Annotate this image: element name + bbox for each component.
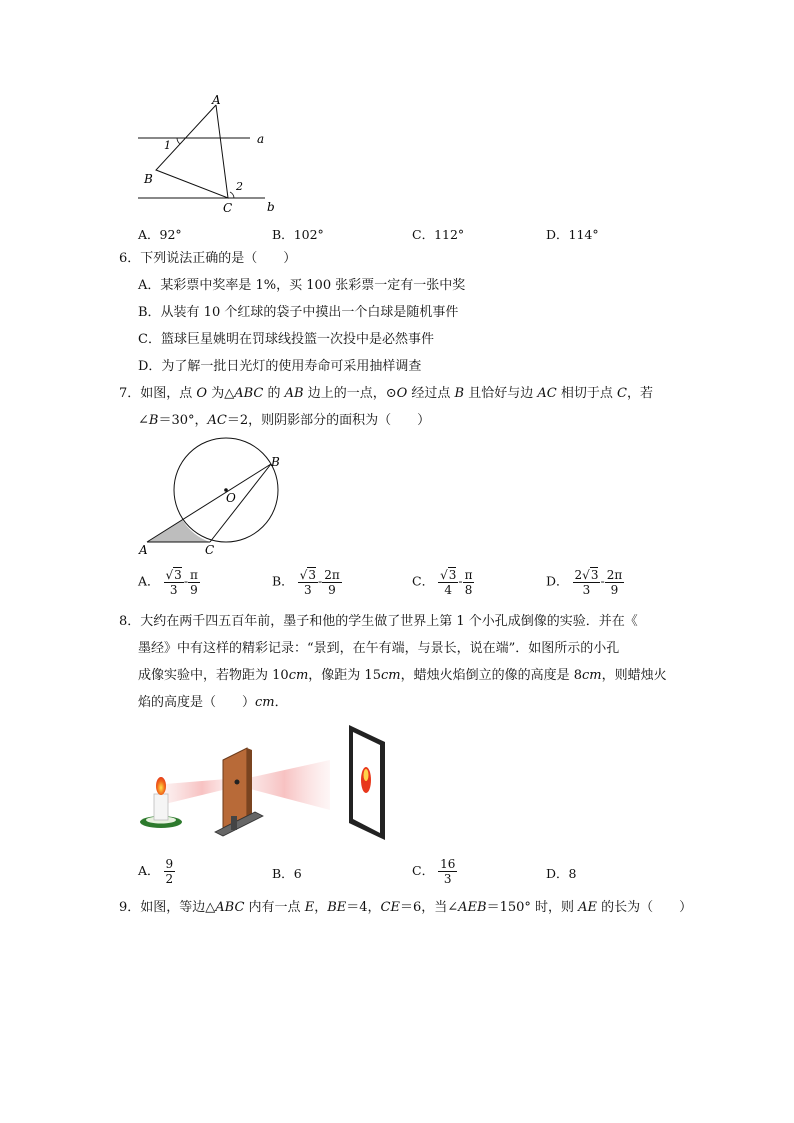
q6-option-c[interactable]: C．篮球巨星姚明在罚球线投篮一次投中是必然事件 bbox=[138, 332, 434, 347]
label-A: A bbox=[212, 93, 221, 107]
q5-option-a[interactable]: A．92° bbox=[138, 227, 182, 242]
pinhole-experiment-figure bbox=[135, 720, 395, 845]
q7-option-a[interactable]: A． $\frac{√3}{3}$ - $\frac{\pi}{9}$ bbox=[138, 567, 198, 597]
barrier-board-edge bbox=[247, 748, 252, 816]
label-b: b bbox=[267, 200, 275, 214]
label-A: A bbox=[139, 543, 148, 557]
q8-option-c[interactable]: C． $\frac{16}{3}$ bbox=[412, 857, 456, 886]
shaded-region bbox=[147, 520, 210, 542]
q5-option-c[interactable]: C．112° bbox=[412, 227, 465, 242]
q8-stem-line4: 焰的高度是（ ）cm． bbox=[138, 695, 288, 710]
label-C: C bbox=[205, 543, 215, 557]
label-1: 1 bbox=[164, 139, 171, 152]
q7-option-b[interactable]: B． $\frac{√3}{3}$ - $\frac{2\pi}{9}$ bbox=[272, 567, 340, 597]
q7-option-c[interactable]: C． $\frac{√3}{4}$ - $\frac{\pi}{8}$ bbox=[412, 567, 473, 597]
q5-figure bbox=[130, 92, 280, 217]
q7-option-d[interactable]: D． $\frac{2√3}{3}$ - $\frac{2\pi}{9}$ bbox=[546, 567, 623, 597]
label-B: B bbox=[144, 172, 153, 186]
q8-option-d[interactable]: D．8 bbox=[546, 866, 577, 881]
q5-option-d[interactable]: D．114° bbox=[546, 227, 599, 242]
q5-option-b[interactable]: B．102° bbox=[272, 227, 324, 242]
q8-stem-line2: 墨经》中有这样的精彩记录：“景到，在午有端，与景长，说在端”．如图所示的小孔 bbox=[138, 641, 620, 656]
q6-option-d[interactable]: D．为了解一批日光灯的使用寿命可采用抽样调查 bbox=[138, 359, 422, 374]
angle-2-arc bbox=[230, 192, 234, 198]
q7-stem-line2: ∠B＝30°，AC＝2，则阴影部分的面积为（ ） bbox=[138, 413, 431, 428]
q9-stem: 9．如图，等边△ABC 内有一点 E，BE＝4，CE＝6，当∠AEB＝150° 时，则 AE 的长为（ ） bbox=[119, 900, 693, 915]
label-B: B bbox=[271, 455, 280, 469]
inverted-image-core bbox=[364, 769, 369, 781]
q6-option-a[interactable]: A．某彩票中奖率是 1%，买 100 张彩票一定有一张中奖 bbox=[138, 278, 466, 293]
label-2: 2 bbox=[236, 180, 243, 193]
pinhole bbox=[235, 780, 240, 785]
label-C: C bbox=[223, 201, 233, 215]
segment-ab bbox=[147, 464, 271, 542]
light-beam-out bbox=[239, 760, 330, 810]
candle bbox=[154, 794, 168, 820]
q8-option-b[interactable]: B．6 bbox=[272, 866, 302, 881]
angle-1-arc bbox=[177, 138, 180, 144]
barrier-stand-post bbox=[231, 816, 237, 830]
label-O: O bbox=[226, 491, 236, 505]
q6-stem: 6．下列说法正确的是（ ） bbox=[119, 251, 297, 266]
q8-stem-line3: 成像实验中，若物距为 10cm，像距为 15cm，蜡烛火焰倒立的像的高度是 8cm，则蜡烛火 bbox=[138, 668, 667, 683]
q8-stem-line1: 8．大约在两千四五百年前，墨子和他的学生做了世界上第 1 个小孔成倒像的实验．并在《 bbox=[119, 614, 638, 629]
label-a: a bbox=[257, 132, 265, 146]
q7-figure bbox=[135, 436, 295, 562]
segment-bc bbox=[210, 464, 271, 542]
q7-stem-line1: 7．如图，点 O 为△ABC 的 AB 边上的一点，⊙O 经过点 B 且恰好与边 AC 相切于点 C，若 bbox=[119, 386, 653, 401]
q6-option-b[interactable]: B．从装有 10 个红球的袋子中摸出一个白球是随机事件 bbox=[138, 305, 459, 320]
q8-option-a[interactable]: A． $\frac{9}{2}$ bbox=[138, 857, 174, 886]
candle-flame bbox=[156, 777, 166, 795]
